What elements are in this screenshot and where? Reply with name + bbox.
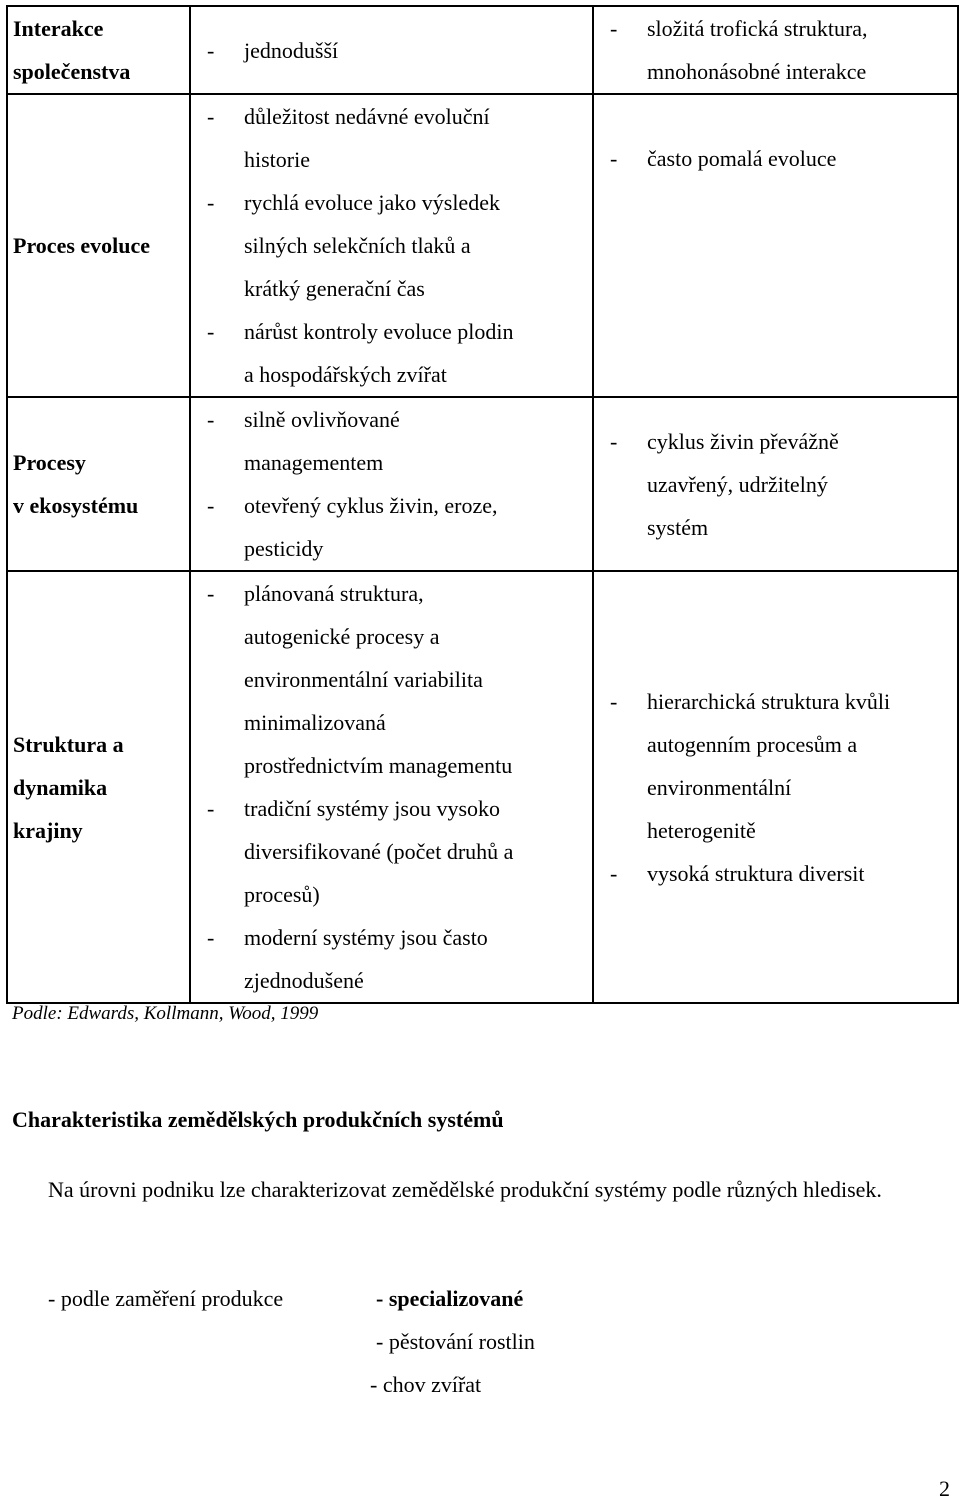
bullet-text xyxy=(647,680,951,852)
row-heading-line: Interakce xyxy=(13,16,104,41)
bullet-line: minimalizovaná xyxy=(244,710,386,735)
bullet-line: důležitost nedávné evoluční xyxy=(244,104,490,129)
row-heading xyxy=(7,397,190,571)
row-heading-line: Procesy xyxy=(13,450,86,475)
bullet-text xyxy=(244,398,586,484)
bullet-text xyxy=(244,484,586,570)
bullet-line: tradiční systémy jsou vysoko xyxy=(244,796,501,821)
bullet-item xyxy=(610,420,951,549)
page-number: 2 xyxy=(939,1476,950,1501)
bullet-item xyxy=(610,680,951,852)
cell-agroecosystem xyxy=(190,94,593,397)
bullet-line: jednodušší xyxy=(244,37,339,63)
bullet-line: a hospodářských zvířat xyxy=(244,362,447,387)
bullet-line: často pomalá evoluce xyxy=(647,146,837,171)
bullet-line: historie xyxy=(244,147,310,172)
bullet-item xyxy=(610,852,951,895)
bullet-line: silně ovlivňované xyxy=(244,407,400,432)
row-heading-line: krajiny xyxy=(13,817,83,843)
bullet-dash: - xyxy=(207,581,215,606)
bullet-line: environmentální xyxy=(647,774,792,800)
row-heading-line: Proces evoluce xyxy=(13,233,151,258)
row-heading xyxy=(7,6,190,94)
bullet-line: prostřednictvím managementu xyxy=(244,753,513,778)
row-heading-line: dynamika xyxy=(13,774,108,800)
row-heading-line: společenstva xyxy=(13,59,131,84)
bullet-line: environmentální variabilita xyxy=(244,667,483,692)
bullet-item xyxy=(207,398,586,484)
bullet-text xyxy=(244,787,586,916)
bullet-text xyxy=(244,29,586,72)
bullet-line: hierarchická struktura kvůli xyxy=(647,688,891,714)
bullet-item xyxy=(207,484,586,570)
bullet-dash: - xyxy=(207,319,215,344)
cell-agroecosystem xyxy=(190,397,593,571)
row-heading xyxy=(7,571,190,1003)
list-subitem-livestock: - chov zvířat xyxy=(370,1372,482,1397)
bullet-line: otevřený cyklus živin, eroze, xyxy=(244,493,498,518)
row-heading xyxy=(7,94,190,397)
bullet-line: autogenním procesům a xyxy=(647,731,858,757)
bullet-line: plánovaná struktura, xyxy=(244,581,424,606)
bullet-text xyxy=(244,95,586,181)
row-heading-line: Struktura a xyxy=(13,731,124,757)
bullet-line: procesů) xyxy=(244,882,320,907)
bullet-text xyxy=(244,572,586,787)
bullet-text xyxy=(647,137,951,180)
bullet-line: managementem xyxy=(244,450,384,475)
list-subheading-specialized: - specializované xyxy=(376,1286,524,1311)
bullet-line: složitá trofická struktura, xyxy=(647,16,868,41)
bullet-line: silných selekčních tlaků a xyxy=(244,233,471,258)
bullet-line: moderní systémy jsou často xyxy=(244,925,488,950)
bullet-text xyxy=(244,310,586,396)
table-row xyxy=(7,6,958,94)
bullet-dash: - xyxy=(610,146,618,171)
bullet-line: heterogenitě xyxy=(647,817,756,843)
bullet-item xyxy=(207,310,586,396)
bullet-line: vysoká struktura diversit xyxy=(647,860,865,886)
bullet-item xyxy=(207,916,586,1002)
cell-agroecosystem xyxy=(190,571,593,1003)
row-heading-line: v ekosystému xyxy=(13,493,139,518)
cell-natural-ecosystem xyxy=(593,571,958,1003)
bullet-dash: - xyxy=(207,796,215,821)
bullet-item xyxy=(207,181,586,310)
bullet-line: uzavřený, udržitelný xyxy=(647,471,828,497)
bullet-line: systém xyxy=(647,514,709,540)
bullet-line: krátký generační čas xyxy=(244,276,425,301)
bullet-text xyxy=(647,852,951,895)
bullet-line: cyklus živin převážně xyxy=(647,428,839,454)
list-subitem-crops: - pěstování rostlin xyxy=(376,1329,535,1354)
bullet-item xyxy=(610,7,951,93)
bullet-text xyxy=(647,420,951,549)
bullet-dash: - xyxy=(207,925,215,950)
cell-agroecosystem xyxy=(190,6,593,94)
bullet-dash: - xyxy=(207,190,215,215)
section-heading: Charakteristika zemědělských produkčních systémů xyxy=(12,1107,504,1132)
bullet-dash: - xyxy=(610,428,618,454)
bullet-dash: - xyxy=(207,407,215,432)
bullet-text xyxy=(244,181,586,310)
bullet-text xyxy=(647,7,951,93)
bullet-dash: - xyxy=(610,16,618,41)
bullet-line: rychlá evoluce jako výsledek xyxy=(244,190,500,215)
cell-natural-ecosystem xyxy=(593,397,958,571)
bullet-line: pesticidy xyxy=(244,536,324,561)
cell-natural-ecosystem xyxy=(593,6,958,94)
bullet-line: nárůst kontroly evoluce plodin xyxy=(244,319,514,344)
bullet-dash: - xyxy=(610,688,618,714)
comparison-table-body xyxy=(7,6,958,1003)
bullet-item xyxy=(610,137,951,180)
list-item-production-focus: - podle zaměření produkce xyxy=(48,1286,284,1311)
bullet-item xyxy=(207,29,586,72)
bullet-line: diversifikované (počet druhů a xyxy=(244,839,514,864)
bullet-item xyxy=(207,572,586,787)
bullet-dash: - xyxy=(207,37,215,63)
table-row xyxy=(7,397,958,571)
bullet-dash: - xyxy=(207,493,215,518)
bullet-line: mnohonásobné interakce xyxy=(647,59,867,84)
bullet-dash: - xyxy=(610,860,618,886)
bullet-line: zjednodušené xyxy=(244,968,364,993)
bullet-dash: - xyxy=(207,104,215,129)
table-row xyxy=(7,571,958,1003)
cell-natural-ecosystem xyxy=(593,94,958,397)
bullet-line: autogenické procesy a xyxy=(244,624,440,649)
table-row xyxy=(7,94,958,397)
bullet-item xyxy=(207,95,586,181)
bullet-text xyxy=(244,916,586,1002)
comparison-table xyxy=(6,5,959,1004)
source-note: Podle: Edwards, Kollmann, Wood, 1999 xyxy=(12,1003,319,1024)
bullet-item xyxy=(207,787,586,916)
intro-paragraph: Na úrovni podniku lze charakterizovat zemědělské produkční systémy podle různých hledisek. xyxy=(48,1177,882,1202)
